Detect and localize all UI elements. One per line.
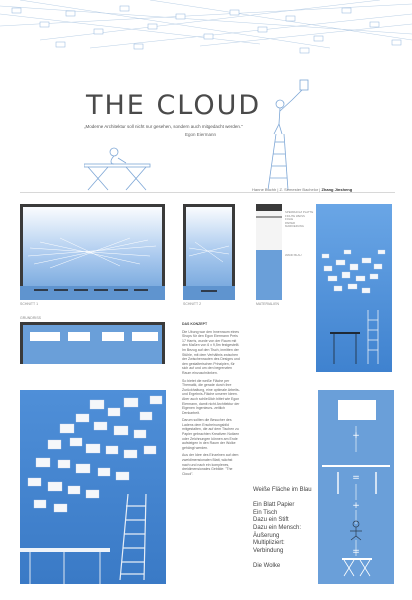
poem-line bbox=[253, 555, 312, 563]
materials-swatch bbox=[256, 204, 282, 300]
poem-line: Verbindung bbox=[253, 547, 284, 554]
poem-line: Ein Tisch bbox=[253, 509, 278, 516]
equation-diagram bbox=[318, 390, 394, 584]
concept-heading: DAS KONZEPT bbox=[182, 322, 208, 326]
poem-line: Multipliziert: bbox=[253, 540, 285, 547]
equation-sign: + bbox=[352, 431, 360, 441]
table-figure-sketch bbox=[84, 142, 156, 192]
quote-author: Egon Eiermann bbox=[185, 132, 217, 137]
poem-line: Ein Blatt Papier bbox=[253, 502, 295, 509]
header-divider bbox=[20, 192, 395, 193]
floor-plan-drawing bbox=[20, 322, 165, 364]
legend-blue: WAND BLAU bbox=[285, 253, 302, 257]
legend-item: MARKIERUNG bbox=[285, 224, 304, 229]
materials-legend bbox=[285, 211, 313, 229]
section-2-drawing bbox=[183, 204, 235, 300]
equation-sign: = bbox=[352, 547, 360, 557]
section-1-drawing bbox=[20, 204, 165, 300]
caption-schnitt2: SCHNITT 2 bbox=[183, 302, 202, 306]
poem-line: Weiße Fläche im Blau bbox=[253, 487, 312, 493]
concept-paragraph: So bietet die weiße Fläche per Thematik, die gerade durch ihre Zurückhaltung, eine optimale Arbeits- und Ergebnis-Fläche unserer Ideen. Aber auch schließlich bittet wie Egon Eiermann, damit nicht Architektur der Eigenen Ingenieurs- zeitlich Denkarbeit. bbox=[182, 378, 240, 415]
cloud-installation-photo bbox=[20, 390, 166, 584]
caption-materialien: MATERIALIEN bbox=[256, 302, 280, 306]
quote-text: „Moderne Architektur soll nicht nur gesehen, sondern auch mitgedacht werden." bbox=[84, 124, 243, 129]
caption-grundriss: GRUNDRISS bbox=[20, 316, 42, 320]
concept-paragraph: Aus der Idee des Einzelnen auf dem zweidimensionalen Blatt, wächst nach und nach ein komplexes, dreidimensionales Gebilde: "The Cloud". bbox=[182, 453, 239, 476]
credit-line: Hanne Buchh | Z. Semester Bachelor | Zhang Jinsheng bbox=[252, 187, 353, 192]
legend-item: FOLIE bbox=[285, 217, 294, 222]
poem-line: Dazu ein Stift bbox=[253, 517, 289, 524]
concept-paragraph: Darum sollten die Besucher des Ladens dem Erscheinungsbild mitgestalten, die auf dem Tischen zu Papier gebrachten Kreativen Notizen oder Zeichnungen können am Ende aufsteigen in den Raum der Wolke gehängt werden. bbox=[182, 418, 240, 450]
poem-line: Die Wolke bbox=[253, 562, 281, 569]
caption-schnitt1: SCHNITT 1 bbox=[20, 302, 39, 306]
equation-sign: + bbox=[352, 501, 360, 511]
ladder-figure-sketch bbox=[262, 78, 322, 190]
poem-line: Dazu ein Mensch: bbox=[253, 524, 302, 531]
poem-line: Äußerung bbox=[253, 532, 280, 539]
poem-line bbox=[253, 495, 312, 503]
ceiling-cloud-sketch bbox=[0, 0, 412, 80]
legend-item: FICHTE WEISS bbox=[285, 213, 305, 218]
concept-text bbox=[182, 322, 240, 479]
legend-item: SPERRHOLZ PLATTE bbox=[285, 210, 314, 214]
concept-paragraph: Die Ubung war den Innenraum eines Shops für den Egon Eiermann Preis 17 Harris, wurde von der Raum mit den Maßen von 6 x 9,5m festgestellt. Im Bezug auf den Tisch, inmitten der Stühle, mit dem Verhältnis zwischen der Zwischenrauten des Designs und den gestalterischen Prinzipien, für sich auf und um den begrenzten Raum einzuschränken. bbox=[182, 329, 240, 375]
equation-sign: = bbox=[352, 473, 360, 483]
interior-render-photo bbox=[316, 204, 392, 372]
legend-item: PAPIER bbox=[285, 220, 296, 225]
credit-author: Zhang Jinsheng bbox=[321, 187, 353, 192]
poster-title: THE CLOUD bbox=[86, 90, 262, 121]
poem-text bbox=[253, 487, 312, 571]
